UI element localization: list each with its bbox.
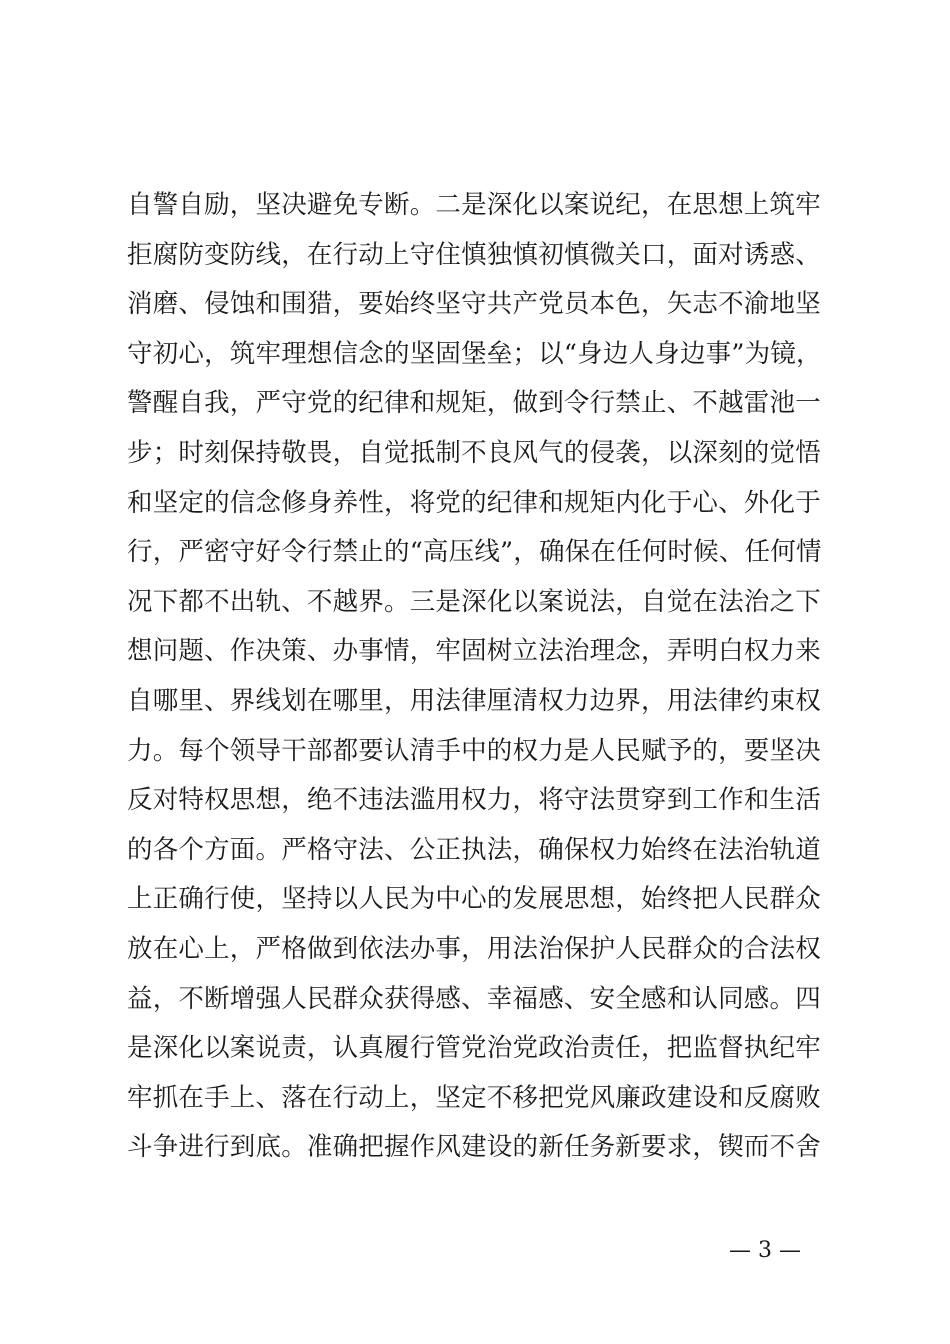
text-line: 消磨、侵蚀和围猎，要始终坚守共产党员本色，矢志不渝地坚	[127, 289, 821, 320]
text-line: 守初心，筑牢理想信念的坚固堡垒；以“身边人身边事”为镜，	[127, 338, 822, 369]
text-line: 警醒自我，严守党的纪律和规矩，做到令行禁止、不越雷池一	[127, 388, 821, 419]
body-paragraph	[127, 181, 847, 1173]
text-line: 自警自励，坚决避免专断。二是深化以案说纪，在思想上筑牢	[127, 190, 821, 220]
text-line: 和坚定的信念修身养性，将党的纪律和规矩内化于心、外化于	[127, 487, 821, 518]
text-line: 步；时刻保持敬畏，自觉抵制不良风气的侵袭，以深刻的觉悟	[127, 437, 821, 468]
text-line: 是深化以案说责，认真履行管党治党政治责任，把监督执纪牢	[127, 1033, 821, 1064]
text-line: 益，不断增强人民群众获得感、幸福感、安全感和认同感。四	[127, 983, 821, 1014]
text-line: 自哪里、界线划在哪里，用法律厘清权力边界，用法律约束权	[127, 685, 821, 716]
text-line: 放在心上，严格做到依法办事，用法治保护人民群众的合法权	[127, 933, 821, 964]
text-line: 想问题、作决策、办事情，牢固树立法治理念，弄明白权力来	[127, 636, 821, 667]
text-line: 反对特权思想，绝不违法滥用权力，将守法贯穿到工作和生活	[127, 785, 821, 816]
text-line: 况下都不出轨、不越界。三是深化以案说法，自觉在法治之下	[127, 586, 821, 617]
text-line: 斗争进行到底。准确把握作风建设的新任务新要求，锲而不舍	[127, 1132, 821, 1163]
text-line: 上正确行使，坚持以人民为中心的发展思想，始终把人民群众	[127, 884, 821, 915]
text-line: 牢抓在手上、落在行动上，坚定不移把党风廉政建设和反腐败	[127, 1082, 821, 1113]
text-line: 力。每个领导干部都要认清手中的权力是人民赋予的，要坚决	[127, 735, 821, 766]
text-line: 行，严密守好令行禁止的“高压线”，确保在任何时候、任何情	[127, 537, 822, 568]
text-line: 的各个方面。严格守法、公正执法，确保权力始终在法治轨道	[127, 834, 821, 865]
page-number: — 3 —	[729, 1238, 801, 1263]
text-line: 拒腐防变防线，在行动上守住慎独慎初慎微关口，面对诱惑、	[127, 239, 821, 270]
